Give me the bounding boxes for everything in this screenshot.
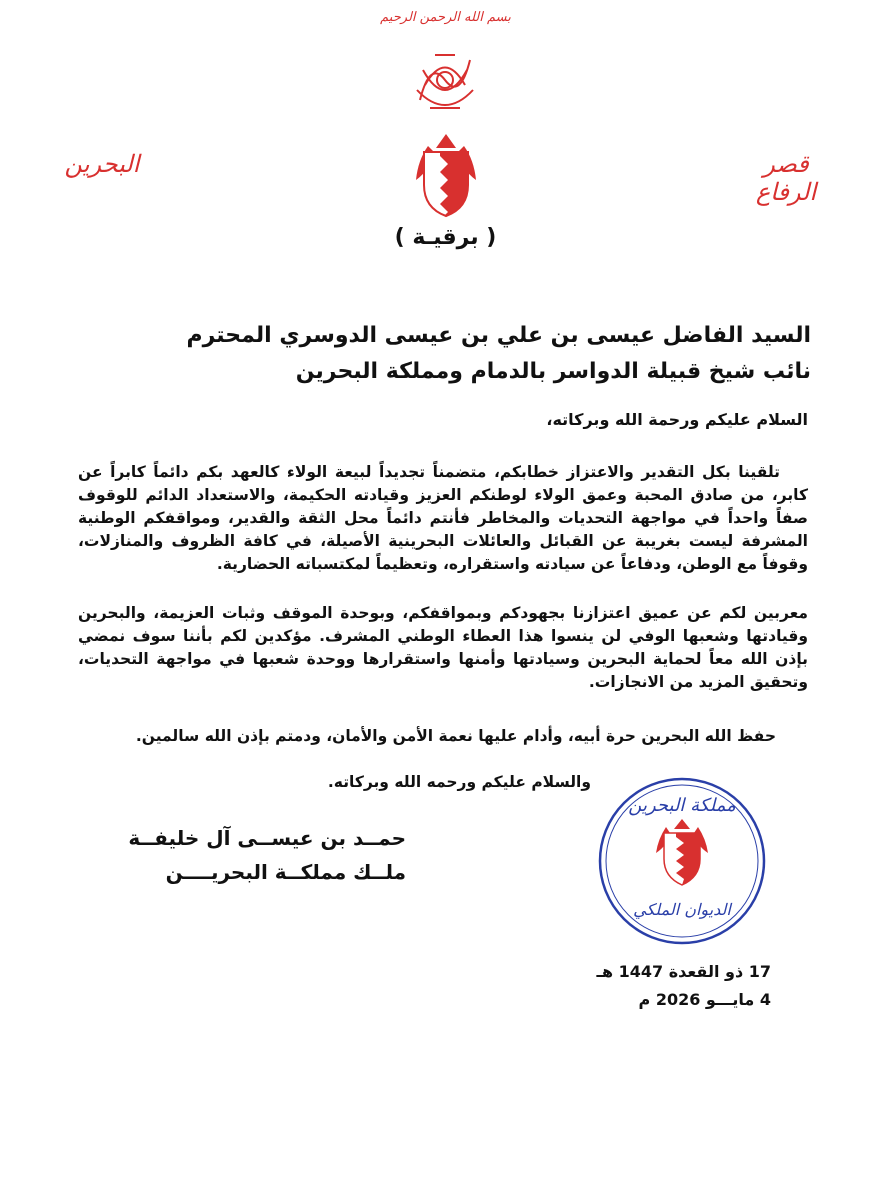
signatory-title: ملــك مملكــة البحريــــن [165, 860, 406, 884]
greeting: السلام عليكم ورحمة الله وبركاته، [546, 410, 808, 429]
basmala: بسم الله الرحمن الرحيم [380, 10, 511, 25]
recipient-block [91, 318, 811, 390]
date-hijri: 17 ذو القعدة 1447 هـ [596, 962, 771, 981]
paragraph-1: تلقينا بكل التقدير والاعتزاز خطابكم، متضمناً تجديداً لبيعة الولاء كالعهد بكم دائماً كابراً عن كابر، من صادق المحبة وعمق الولاء لوطنكم العزيز وقيادته الحكيمة، والاستعداد الدائم للوقوف صفاً واحداً في مواجهة التحديات والمخاطر فأنتم دائماً محل الثقة والقدير، ومواقفكم الوطنية المشرفة ليست بغريبة عن القبائل والعائلات البحرينية الأصيلة، في كافة الظروف والمنازلات، وقوفاً مع الوطن، ودفاعاً عن سيادته واستقراره، وتعظيماً لمكتسباته الحضارية. [78, 463, 808, 573]
seal-bottom-text: الديوان الملكي [633, 900, 731, 919]
bahrain-crest-icon [410, 130, 482, 220]
header-right-title: قصر الرفاع [755, 150, 817, 206]
closing-salutation: والسلام عليكم ورحمه الله وبركاته. [327, 773, 591, 791]
date-gregorian: 4 مايـــو 2026 م [638, 990, 771, 1009]
paragraph-2: معربين لكم عن عميق اعتزازنا بجهودكم وبمواقفكم، وبوحدة الموقف وثبات العزيمة، والبحرين وقيادتها وشعبها الوفي لن ينسوا هذا العطاء الوطني المشرف. مؤكدين لكم بأننا سوف نمضي بإذن الله معاً لحماية البحرين وسيادتها وأمنها واستقرارها ووحدة شعبها في مواجهة التحديات، وتحقيق المزيد من الانجازات. [78, 604, 808, 691]
recipient-line-1: السيد الفاضل عيسى بن علي بن عيسى الدوسري المحترم [186, 323, 811, 348]
header-left-title: البحرين [64, 150, 140, 178]
recipient-line-2: نائب شيخ قبيلة الدواسر بالدمام ومملكة البحرين [295, 359, 811, 384]
paragraph-3: حفظ الله البحرين حرة أبيه، وأدام عليها نعمة الأمن والأمان، ودمتم بإذن الله سالمين. [135, 727, 776, 745]
seal-top-text: مملكة البحرين [628, 795, 736, 816]
signatory-name: حمــد بن عيســى آل خليفــة [128, 826, 406, 850]
royal-monogram-icon [405, 40, 485, 120]
document-type: ( برقيـة ) [394, 225, 497, 250]
